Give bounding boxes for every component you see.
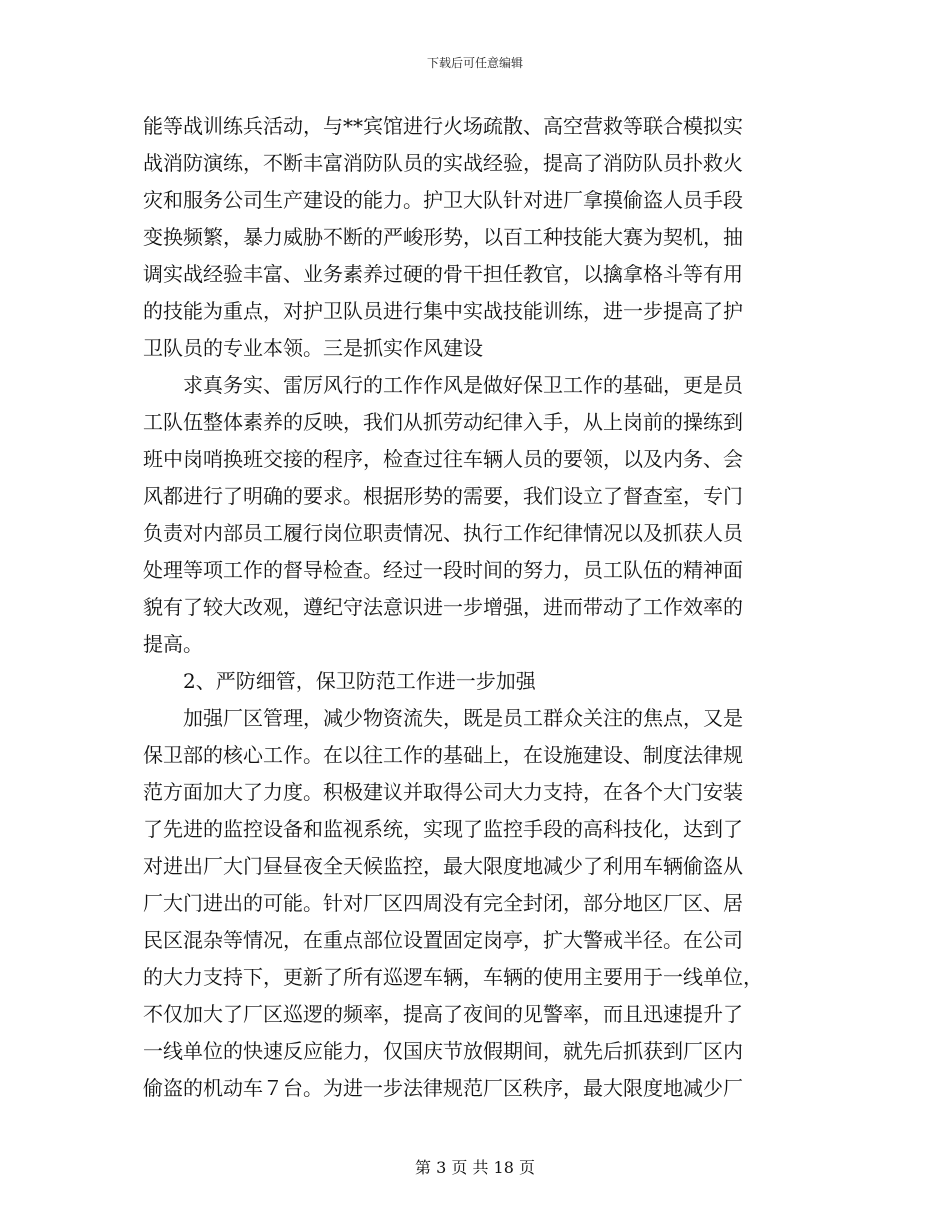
body-line: 保卫部的核心工作。在以往工作的基础上，在设施建设、制度法律规: [143, 743, 743, 767]
body-line: 工队伍整体素养的反映，我们从抓劳动纪律入手，从上岗前的操练到: [143, 410, 743, 434]
body-line: 的大力支持下，更新了所有巡逻车辆，车辆的使用主要用于一线单位，: [143, 965, 763, 989]
body-line: 战消防演练，不断丰富消防队员的实战经验，提高了消防队员扑救火: [143, 151, 743, 175]
body-line: 偷盗的机动车７台。为进一步法律规范厂区秩序，最大限度地减少厂: [143, 1076, 743, 1100]
body-line: 的技能为重点，对护卫队员进行集中实战技能训练，进一步提高了护: [143, 299, 743, 323]
page-header: 下载后可任意编辑: [426, 56, 523, 70]
body-text: [143, 108, 803, 1107]
body-line: 能等战训练兵活动，与**宾馆进行火场疏散、高空营救等联合模拟实: [143, 114, 743, 138]
body-line: 范方面加大了力度。积极建议并取得公司大力支持，在各个大门安装: [143, 780, 743, 804]
body-line: 一线单位的快速反应能力，仅国庆节放假期间，就先后抓获到厂区内: [143, 1039, 743, 1063]
body-line: 不仅加大了厂区巡逻的频率，提高了夜间的见警率，而且迅速提升了: [143, 1002, 743, 1026]
body-line: 变换频繁，暴力威胁不断的严峻形势，以百工种技能大赛为契机，抽: [143, 225, 743, 249]
body-line: 调实战经验丰富、业务素养过硬的骨干担任教官，以擒拿格斗等有用: [143, 262, 743, 286]
page-footer: 第 3 页 共 18 页: [415, 1158, 535, 1177]
body-line: 对进出厂大门昼昼夜全天候监控，最大限度地减少了利用车辆偷盗从: [143, 854, 743, 878]
section-heading: 2、严防细管，保卫防范工作进一步加强: [143, 669, 536, 693]
body-line: 灾和服务公司生产建设的能力。护卫大队针对进厂拿摸偷盗人员手段: [143, 188, 743, 212]
body-line: 了先进的监控设备和监视系统，实现了监控手段的高科技化，达到了: [143, 817, 743, 841]
body-line: 厂大门进出的可能。针对厂区四周没有完全封闭，部分地区厂区、居: [143, 891, 743, 915]
body-line: 处理等项工作的督导检查。经过一段时间的努力，员工队伍的精神面: [143, 558, 743, 582]
body-line: 民区混杂等情况，在重点部位设置固定岗亭，扩大警戒半径。在公司: [143, 928, 743, 952]
body-line: 提高。: [143, 632, 203, 656]
body-line: 班中岗哨换班交接的程序，检查过往车辆人员的要领，以及内务、会: [143, 447, 743, 471]
body-line: 求真务实、雷厉风行的工作作风是做好保卫工作的基础，更是员: [143, 373, 743, 397]
body-line: 加强厂区管理，减少物资流失，既是员工群众关注的焦点，又是: [143, 706, 743, 730]
body-line: 风都进行了明确的要求。根据形势的需要，我们设立了督查室，专门: [143, 484, 743, 508]
body-line: 貌有了较大改观，遵纪守法意识进一步增强，进而带动了工作效率的: [143, 595, 743, 619]
body-line: 负责对内部员工履行岗位职责情况、执行工作纪律情况以及抓获人员: [143, 521, 743, 545]
body-line: 卫队员的专业本领。三是抓实作风建设: [143, 336, 483, 360]
